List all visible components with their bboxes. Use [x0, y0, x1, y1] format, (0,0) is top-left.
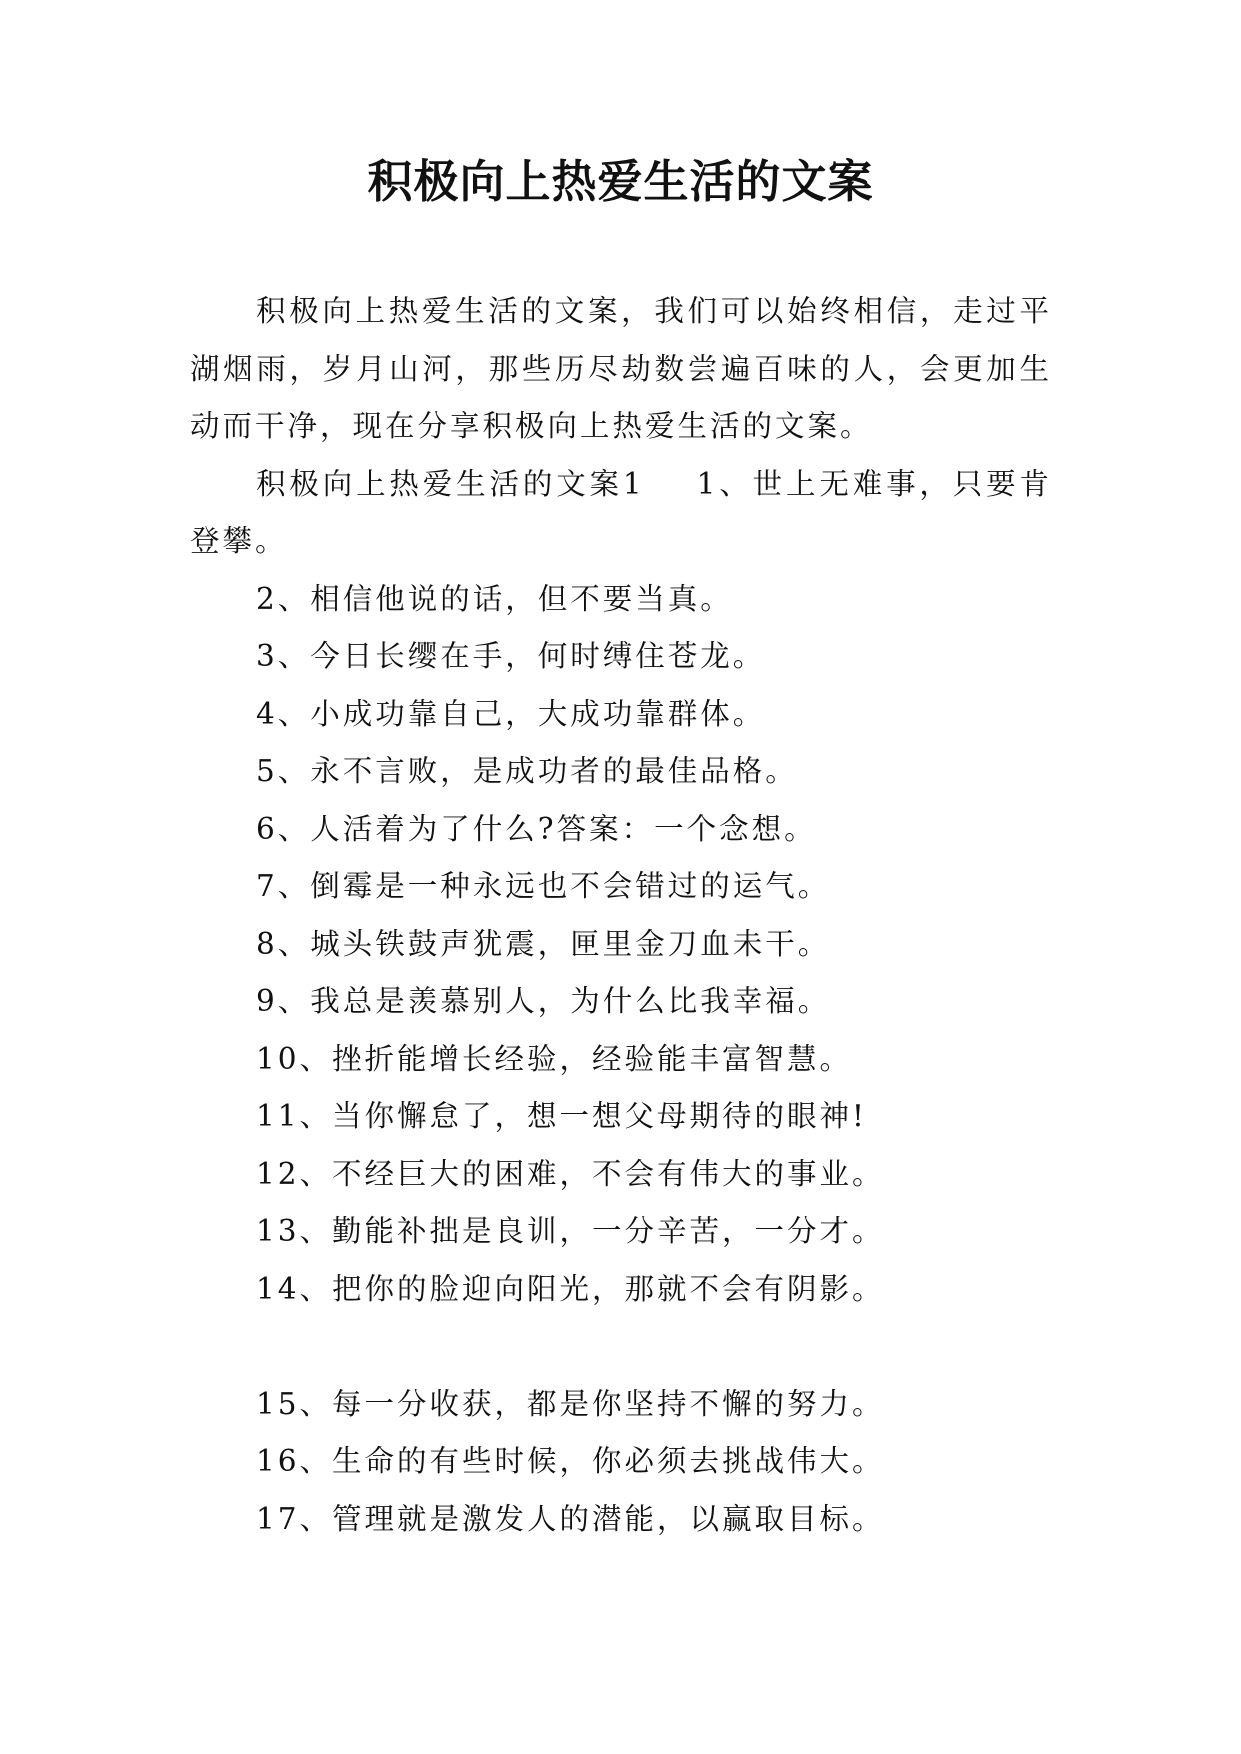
list-item-1: 1、世上无难事，只要肯登攀。	[190, 466, 1052, 558]
list-item: 11、当你懈怠了，想一想父母期待的眼神!	[256, 1099, 867, 1133]
list-item: 13、勤能补拙是良训，一分辛苦，一分才。	[256, 1214, 885, 1248]
list-item: 16、生命的有些时候，你必须去挑战伟大。	[256, 1444, 885, 1478]
document-body	[190, 283, 1052, 1548]
list-item: 14、把你的脸迎向阳光，那就不会有阴影。	[256, 1271, 885, 1306]
list-item: 7、倒霉是一种永远也不会错过的运气。	[256, 869, 831, 903]
list-item: 4、小成功靠自己，大成功靠群体。	[256, 696, 766, 731]
quote-list-group-1	[190, 571, 1052, 1319]
list-item: 17、管理就是激发人的潜能，以赢取目标。	[256, 1501, 885, 1536]
blank-line	[190, 1318, 1052, 1376]
section-heading: 积极向上热爱生活的文案1	[256, 466, 645, 501]
intro-paragraph: 积极向上热爱生活的文案，我们可以始终相信，走过平湖烟雨，岁月山河，那些历尽劫数尝遍百味的人，会更加生动而干净，现在分享积极向上热爱生活的文案。	[190, 294, 1052, 443]
list-item: 6、人活着为了什么?答案：一个念想。	[256, 811, 817, 846]
list-item: 2、相信他说的话，但不要当真。	[256, 581, 733, 616]
list-item: 10、挫折能增长经验，经验能丰富智慧。	[256, 1041, 853, 1076]
list-item: 12、不经巨大的困难，不会有伟大的事业。	[256, 1156, 885, 1191]
quote-list-group-2	[190, 1376, 1052, 1549]
list-item: 15、每一分收获，都是你坚持不懈的努力。	[256, 1386, 885, 1421]
list-item: 5、永不言败，是成功者的最佳品格。	[256, 754, 798, 788]
document-title: 积极向上热爱生活的文案	[367, 155, 874, 208]
section-first-paragraph	[190, 456, 1052, 571]
list-item: 3、今日长缨在手，何时缚住苍龙。	[256, 639, 766, 673]
list-item: 8、城头铁鼓声犹震，匣里金刀血未干。	[256, 926, 831, 961]
list-item: 9、我总是羡慕别人，为什么比我幸福。	[256, 984, 831, 1018]
